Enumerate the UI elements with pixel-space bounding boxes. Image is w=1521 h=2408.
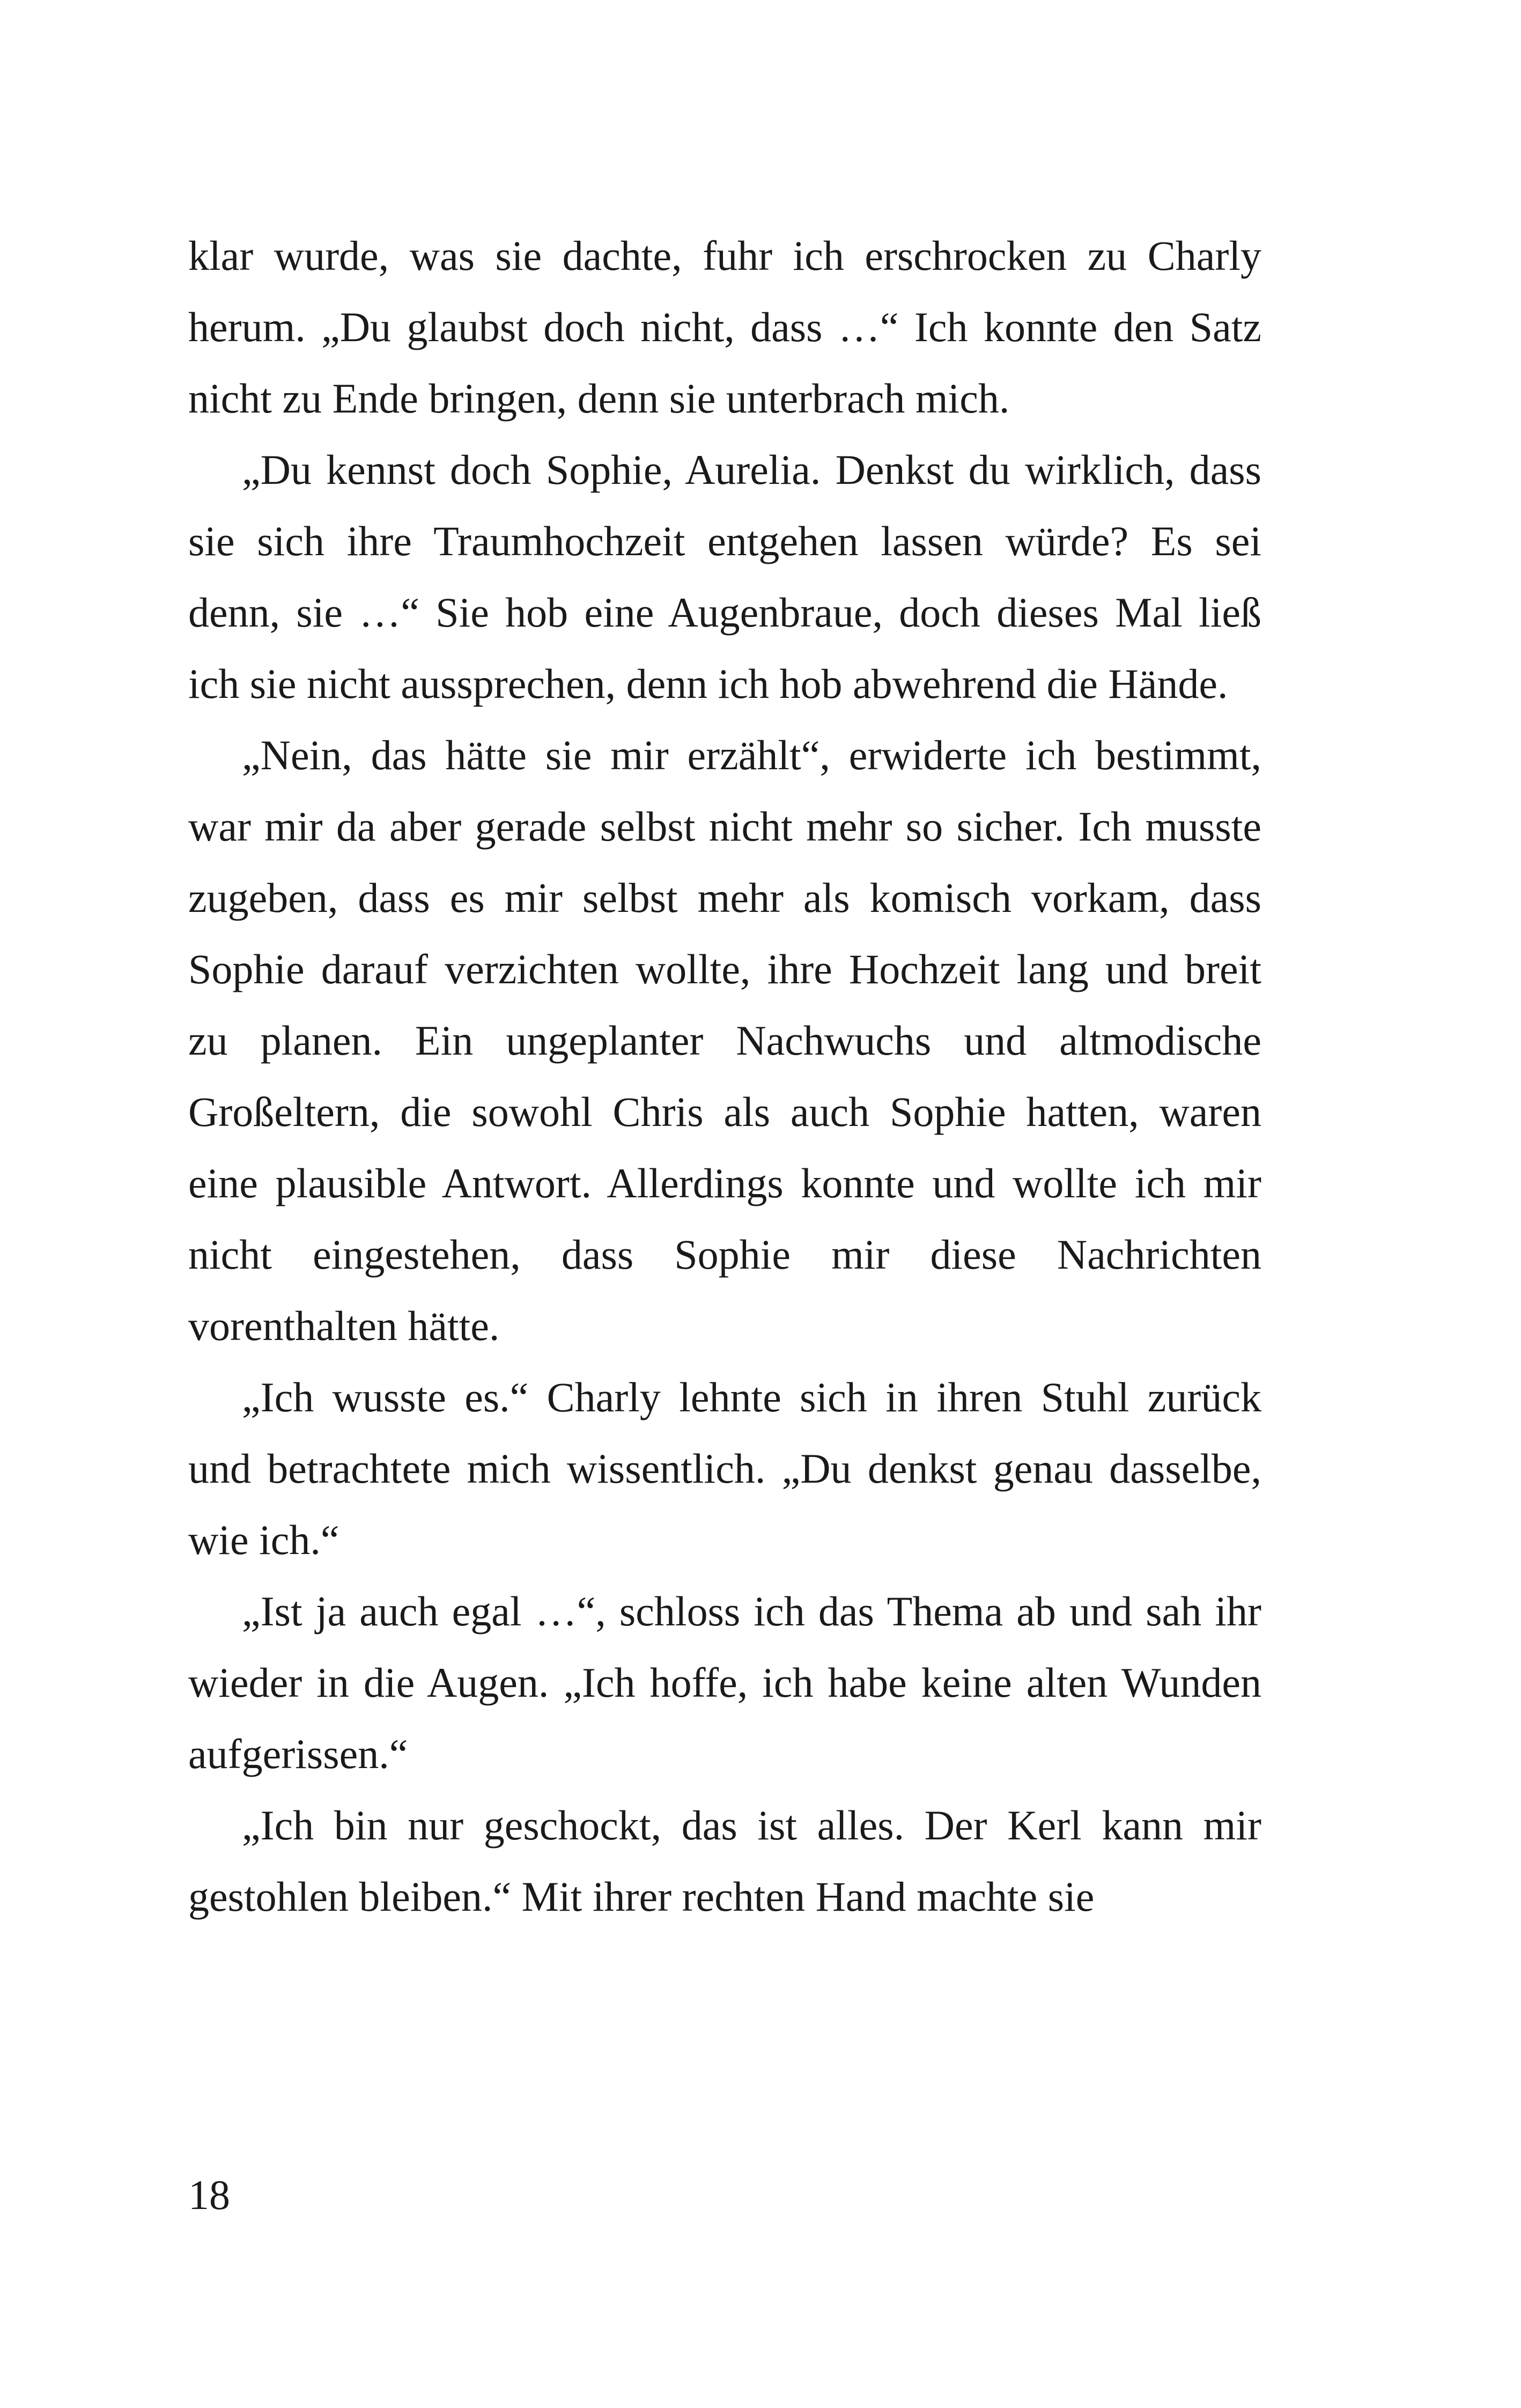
paragraph-5: „Ist ja auch egal …“, schloss ich das Thema ab und sah ihr wieder in die Augen. „Ich hoffe, ich habe keine alten Wunden aufgerissen.“ [188,1588,1261,1777]
page-number: 18 [188,2171,230,2218]
paragraph-3: „Nein, das hätte sie mir erzählt“, erwiderte ich bestimmt, war mir da aber gerade selbst nicht mehr so sicher. Ich musste zugeben, dass es mir selbst mehr als komisch vorkam, dass Sophie darauf verzichten wollte, ihre Hochzeit lang und breit zu planen. Ein ungeplanter Nachwuchs und altmodische Großeltern, die sowohl Chris als auch Sophie hatten, waren eine plausible Antwort. Allerdings konnte und wollte ich mir nicht eingestehen, dass Sophie mir diese Nachrichten vorenthalten hätte. [188,732,1261,1349]
paragraph-1: klar wurde, was sie dachte, fuhr ich erschrocken zu Charly herum. „Du glaubst doch nicht, dass …“ Ich konnte den Satz nicht zu Ende bringen, denn sie unterbrach mich. [188,232,1261,422]
paragraph-4: „Ich wusste es.“ Charly lehnte sich in ihren Stuhl zurück und betrachtete mich wissentlich. „Du denkst genau dasselbe, wie ich.“ [188,1374,1261,1563]
paragraph-6: „Ich bin nur geschockt, das ist alles. Der Kerl kann mir gestohlen bleiben.“ Mit ihrer rechten Hand machte sie [188,1802,1261,1920]
body-text [188,220,1261,1932]
paragraph-2: „Du kennst doch Sophie, Aurelia. Denkst du wirklich, dass sie sich ihre Traumhochzeit entgehen lassen würde? Es sei denn, sie …“ Sie hob eine Augenbraue, doch dieses Mal ließ ich sie nicht aussprechen, denn ich hob abwehrend die Hände. [188,446,1261,707]
